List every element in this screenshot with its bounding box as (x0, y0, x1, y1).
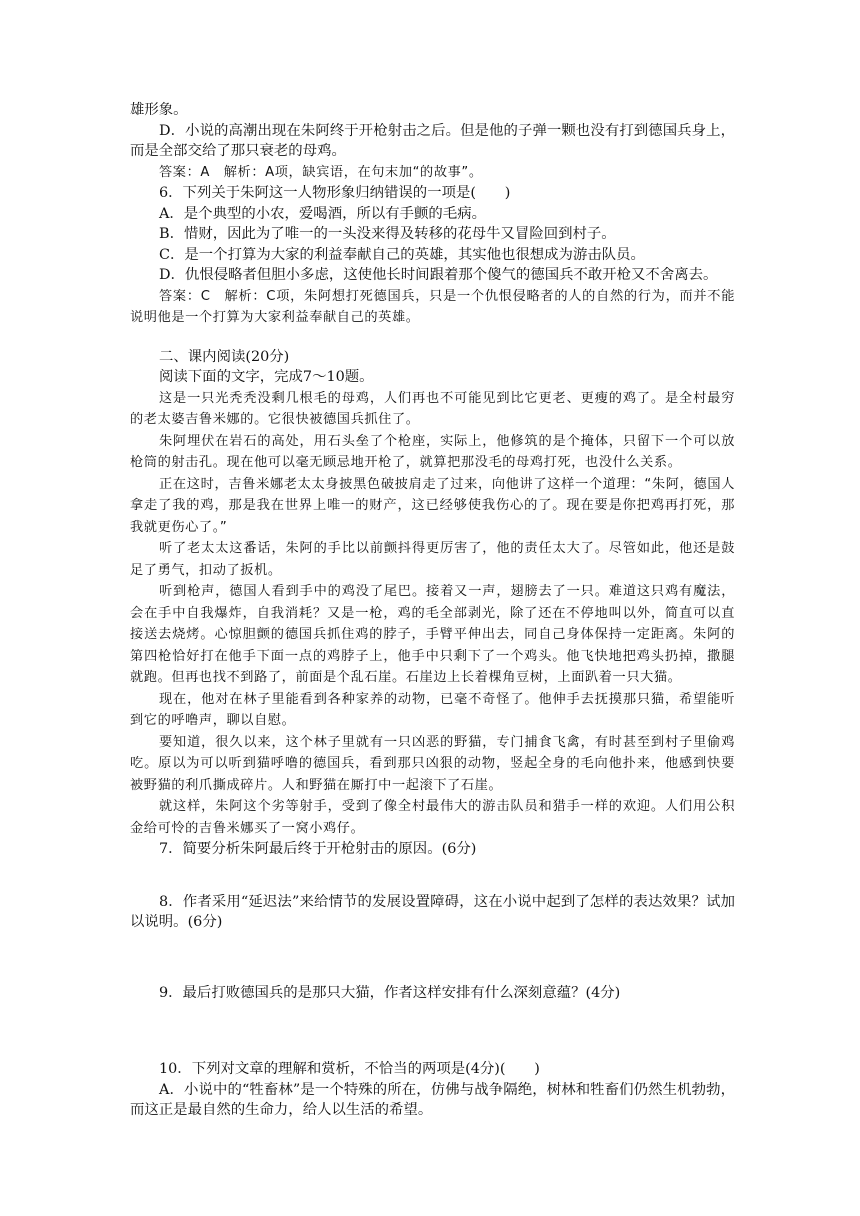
question-6-option-b: B．惜财，因此为了唯一的一头没来得及转移的花母牛又冒险回到村子。 (159, 226, 616, 242)
question-6-stem: 6．下列关于朱阿这一人物形象归纳错误的一项是( ) (159, 185, 511, 201)
passage-paragraph: 朱阿埋伏在岩石的高处，用石头垒了个枪座，实际上，他修筑的是个掩体，只留下一个可以放枪筒的射击孔。现在他可以毫无顾忌地开枪了，就算把那没毛的母鸡打死，也没什么关系。 (130, 433, 735, 470)
passage-paragraph: 这是一只光秃秃没剩几根毛的母鸡，人们再也不可能见到比它更老、更瘦的鸡了。是全村最穷的老太婆吉鲁米娜的。它很快被德国兵抓住了。 (130, 390, 735, 427)
passage-paragraph: 要知道，很久以来，这个林子里就有一只凶恶的野猫，专门捕食飞禽，有时甚至到村子里偷鸡吃。原以为可以听到猫呼噜的德国兵，看到那只凶狠的动物，竖起全身的毛向他扑来，他感到快要被野猫的利爪撕成碎片。人和野猫在厮打中一起滚下了石崖。 (130, 734, 735, 793)
question-6-answer: 答案：C 解析：C项，朱阿想打死德国兵，只是一个仇恨侵略者的人的自然的行为，而并不能说明他是一个打算为大家利益奉献自己的英雄。 (130, 288, 735, 325)
passage-paragraph: 正在这时，吉鲁米娜老太太身披黑色破披肩走了过来，向他讲了这样一个道理：“朱阿，德国人拿走了我的鸡，那是我在世界上唯一的财产，这已经够使我伤心的了。现在要是你把鸡再打死，那我就更伤心了。” (130, 476, 735, 535)
passage-paragraph: 听了老太太这番话，朱阿的手比以前颤抖得更厉害了，他的责任太大了。尽管如此，他还是鼓足了勇气，扣动了扳机。 (130, 541, 735, 578)
question-7: 7．简要分析朱阿最后终于开枪射击的原因。(6分) (159, 841, 477, 857)
question-8: 8．作者采用“延迟法”来给情节的发展设置障碍，这在小说中起到了怎样的表达效果？试加以说明。(6分) (130, 893, 735, 930)
section-heading: 二、课内阅读(20分) (159, 348, 290, 365)
reading-instruction: 阅读下面的文字，完成7～10题。 (159, 369, 374, 385)
question-9: 9．最后打败德国兵的是那只大猫，作者这样安排有什么深刻意蕴？(4分) (159, 984, 621, 1001)
question-6-option-a: A．是个典型的小农，爱喝酒，所以有手颤的毛病。 (159, 205, 486, 222)
passage-paragraph: 就这样，朱阿这个劣等射手，受到了像全村最伟大的游击队员和猎手一样的欢迎。人们用公积金给可怜的吉鲁米娜买了一窝小鸡仔。 (130, 799, 735, 836)
passage-paragraph: 听到枪声，德国人看到手中的鸡没了尾巴。接着又一声，翅膀去了一只。难道这只鸡有魔法，会在手中自我爆炸，自我消耗？又是一枪，鸡的毛全部剥光，除了还在不停地叫以外，简直可以直接送去烧烤。心惊胆颤的德国兵抓住鸡的脖子，手臂平伸出去，同自己身体保持一定距离。朱阿的第四枪恰好打在他手下面一点的鸡脖子上，他手中只剩下了一个鸡头。他飞快地把鸡头扔掉，撒腿就跑。但再也找不到路了，前面是个乱石崖。石崖边上长着棵角豆树，上面趴着一只大猫。 (130, 584, 735, 685)
passage-paragraph: 现在，他对在林子里能看到各种家养的动物，已毫不奇怪了。他伸手去抚摸那只猫，希望能听到它的呼噜声，聊以自慰。 (130, 691, 735, 728)
answer-space (130, 1003, 735, 1059)
question-5-option-d: D．小说的高潮出现在朱阿终于开枪射击之后。但是他的子弹一颗也没有打到德国兵身上，而是全部交给了那只衰老的母鸡。 (130, 122, 735, 159)
answer-space (130, 860, 735, 892)
option-continuation: 雄形象。 (130, 102, 188, 118)
question-10: 10．下列对文章的理解和赏析，不恰当的两项是(4分)( ) (159, 1061, 540, 1077)
question-5-answer: 答案：A 解析：A项，缺宾语，在句末加“的故事”。 (159, 164, 483, 180)
question-10-option-a: A．小说中的“牲畜林”是一个特殊的所在，仿佛与战争隔绝，树林和牲畜们仍然生机勃勃，而这正是最自然的生命力，给人以生活的希望。 (130, 1081, 735, 1118)
question-6-option-c: C．是一个打算为大家的利益奉献自己的英雄，其实他也很想成为游击队员。 (159, 246, 645, 263)
answer-space (130, 933, 735, 983)
document-page (130, 100, 735, 1121)
question-6-option-d: D．仇恨侵略者但胆小多虑，这使他长时间跟着那个傻气的德国兵不敢开枪又不舍离去。 (159, 267, 718, 283)
